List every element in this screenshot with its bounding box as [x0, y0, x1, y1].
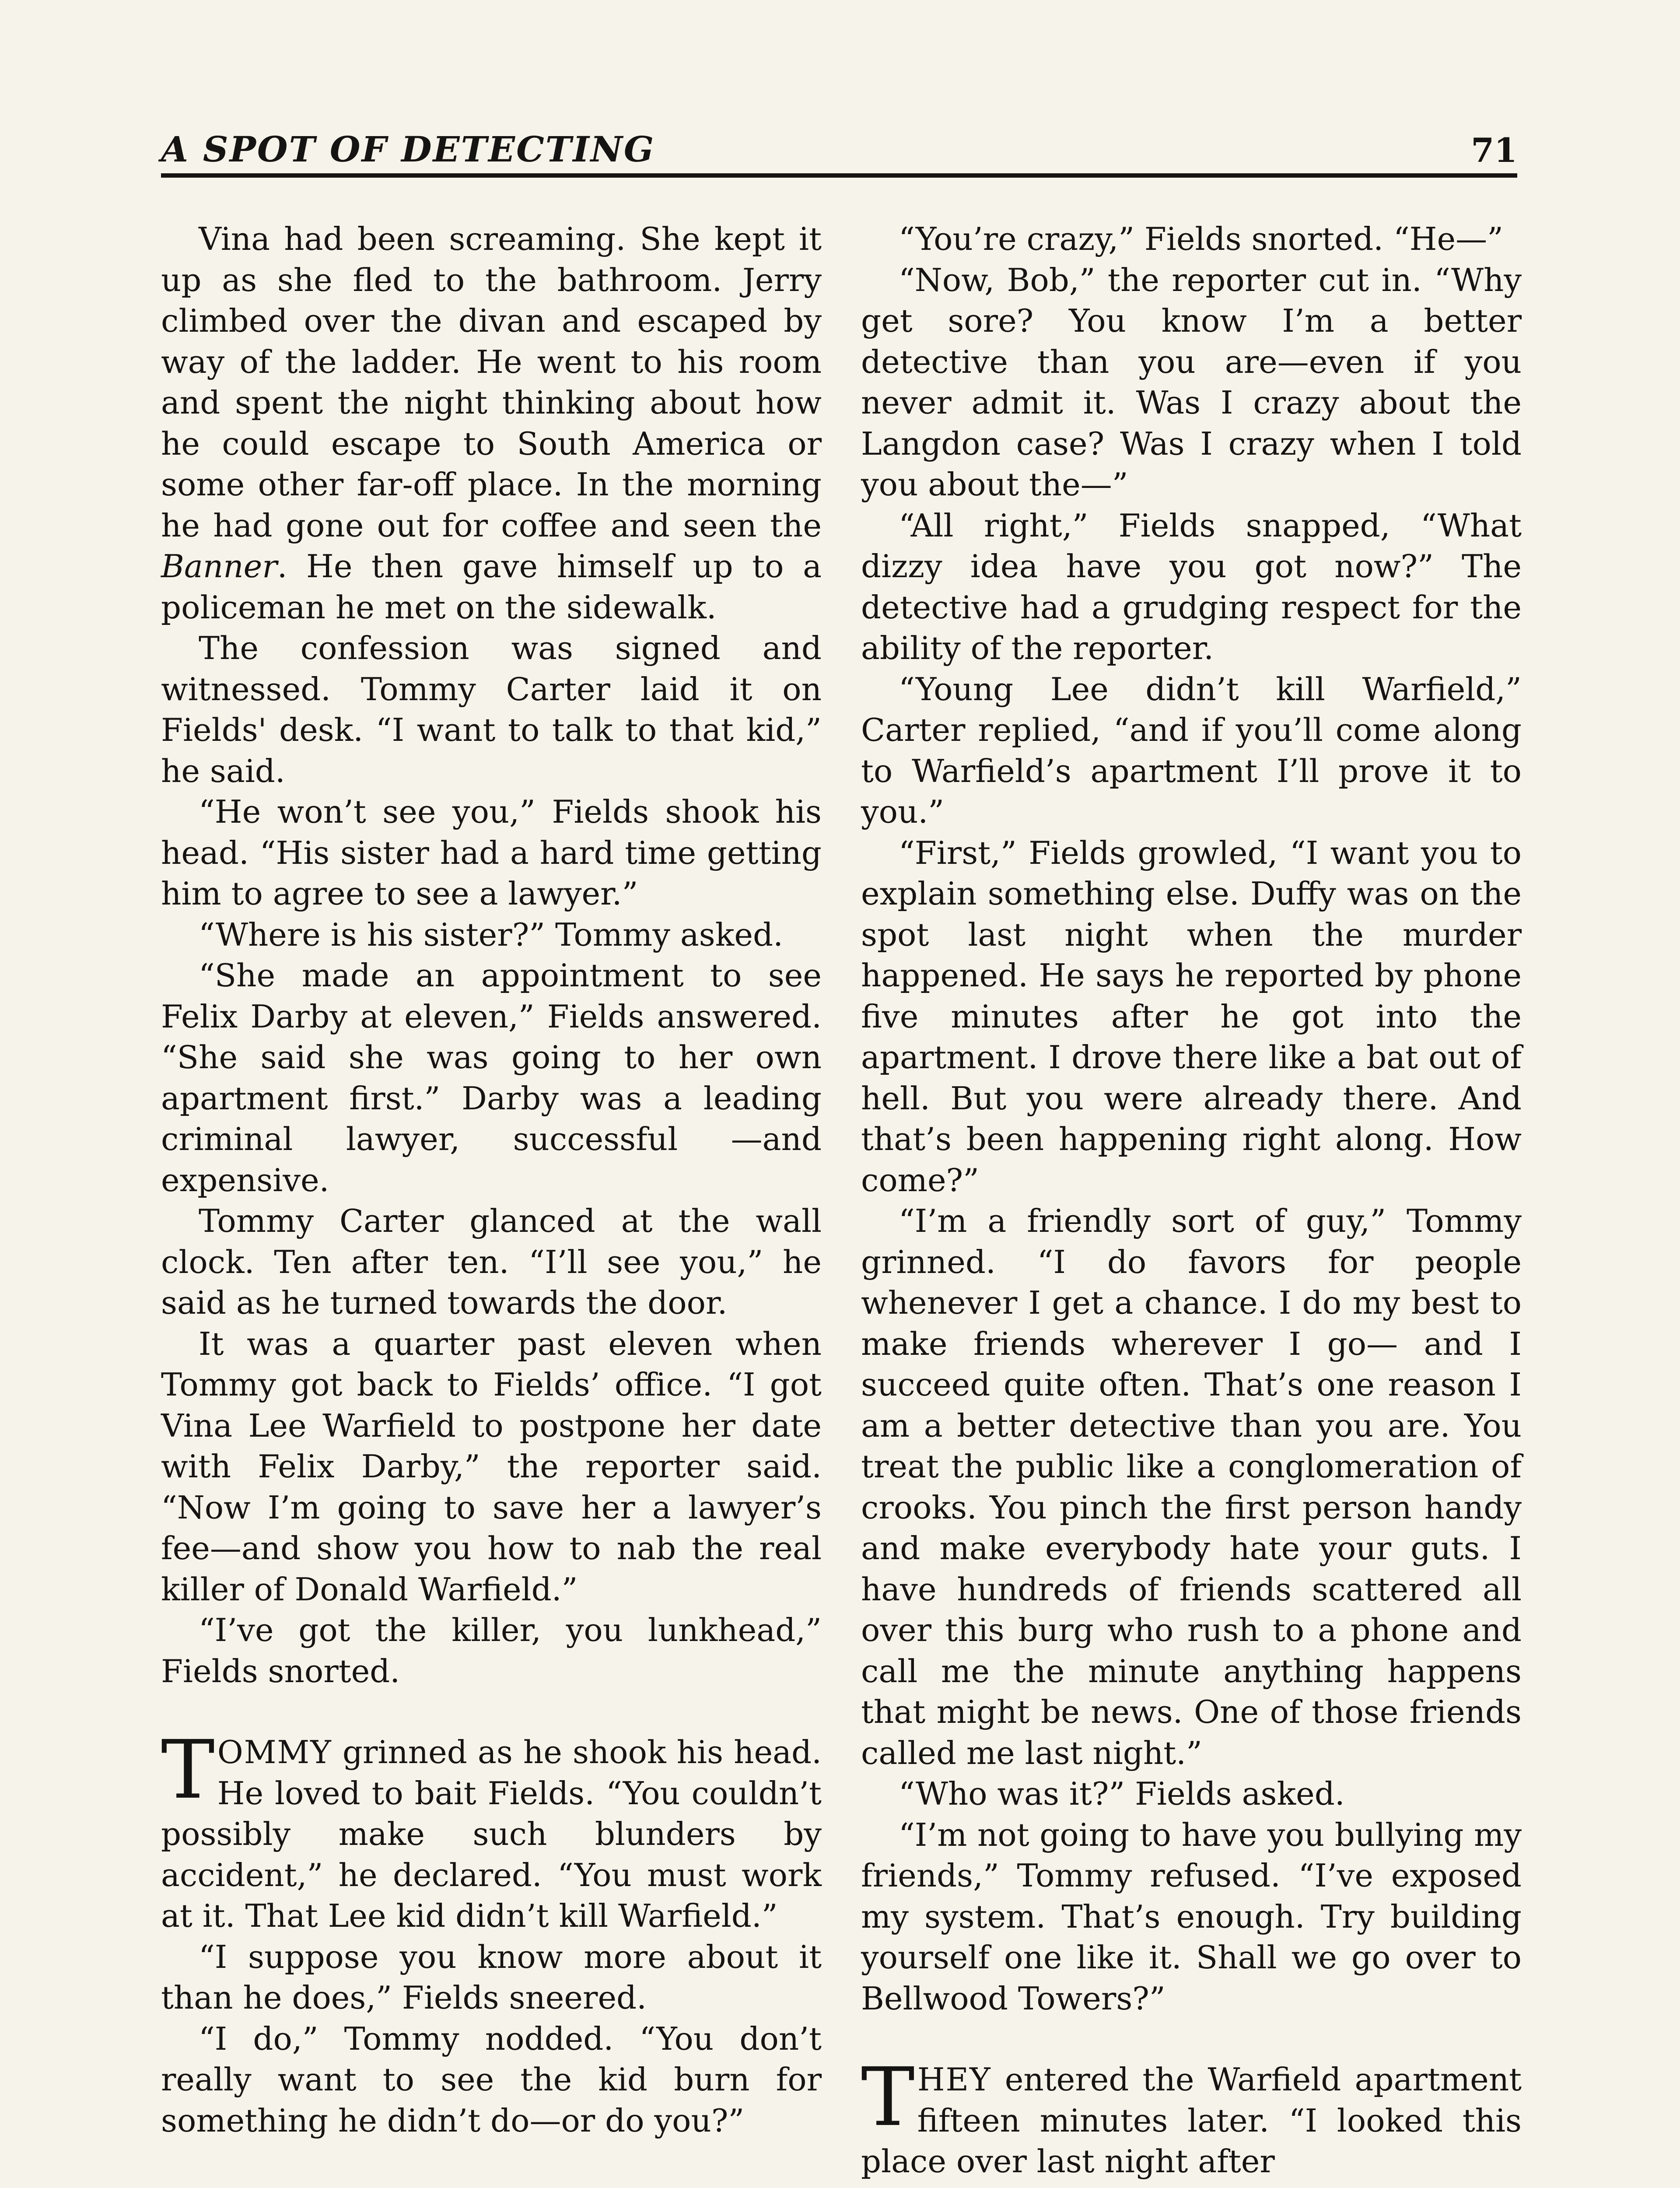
right-column	[861, 219, 1522, 2182]
paragraph: “He won’t see you,” Fields shook his head. “His sister had a hard time getting him to agree to see a lawyer.”	[161, 793, 822, 912]
paragraph-dropcap	[161, 1723, 822, 1937]
newspaper-name: Banner	[161, 548, 277, 585]
paragraph: “First,” Fields growled, “I want you to explain something else. Duffy was on the spot last night when the murder happened. He says he reported by phone five minutes after he got into the apartment. I drove there like a bat out of hell. But you were already there. And that’s been happening right along. How come?”	[861, 834, 1522, 1199]
paragraph: “All right,” Fields snapped, “What dizzy idea have you got now?” The detective had a grudging respect for the ability of the reporter.	[861, 507, 1522, 666]
paragraph: “Where is his sister?” Tommy asked.	[199, 916, 783, 953]
paragraph: “I’m not going to have you bullying my friends,” Tommy refused. “I’ve exposed my system. That’s enough. Try building yourself one like it. Shall we go over to Bellwood Towers?”	[861, 1816, 1522, 2017]
paragraph: “Now, Bob,” the reporter cut in. “Why get sore? You know I’m a better detective than you are—even if you never admit it. Was I crazy about the Langdon case? Was I crazy when I told you about the—”	[861, 261, 1522, 503]
paragraph: It was a quarter past eleven when Tommy got back to Fields’ office. “I got Vina Lee Warfield to postpone her date with Felix Darby,” the reporter said. “Now I’m going to save her a lawyer’s fee—and show you how to nab the real killer of Donald Warfield.”	[161, 1325, 822, 1608]
paragraph: “I do,” Tommy nodded. “You don’t really want to see the kid burn for something he didn’t do—or do you?”	[161, 2020, 822, 2139]
paragraph-dropcap	[861, 2051, 1522, 2182]
drop-cap: T	[861, 2051, 915, 2144]
paragraph-text: grinned as he shook his head. He loved to bait Fields. “You couldn’t possibly make such blunders by accident,” he declared. “You must work at it. That Lee kid didn’t kill Warfield.”	[161, 1734, 822, 1934]
paragraph: “She made an appointment to see Felix Darby at eleven,” Fields answered. “She said she was going to her own apartment first.” Darby was a leading criminal lawyer, successful —and expensive.	[161, 957, 822, 1199]
paragraph: “Who was it?” Fields asked.	[899, 1775, 1345, 1812]
lead-caps: OMMY	[217, 1734, 332, 1771]
paragraph: “I suppose you know more about it than he does,” Fields sneered.	[161, 1938, 822, 2016]
story-title: A SPOT OF DETECTING	[161, 129, 655, 170]
paragraph-text: . He then gave himself up to a policeman he met on the sidewalk.	[161, 548, 822, 626]
running-header	[161, 123, 1517, 172]
paragraph-text: Vina had been screaming. She kept it up as she fled to the bathroom. Jerry climbed over the divan and escaped by way of the ladder. He went to his room and spent the night thinking about how he could escape to South America or some other far-off place. In the morning he had gone out for coffee and seen the	[161, 221, 822, 544]
header-rule	[161, 173, 1517, 178]
paragraph: “I’ve got the killer, you lunkhead,” Fields snorted.	[161, 1612, 822, 1690]
lead-caps: HEY	[917, 2061, 991, 2098]
paragraph: The confession was signed and witnessed. Tommy Carter laid it on Fields' desk. “I want to talk to that kid,” he said.	[161, 630, 822, 789]
left-column	[161, 219, 822, 2141]
section-break	[861, 2019, 1522, 2059]
paragraph	[161, 219, 822, 628]
page-number: 71	[1471, 131, 1517, 170]
drop-cap: T	[161, 1723, 215, 1817]
section-break	[161, 1692, 822, 1732]
paragraph: “I’m a friendly sort of guy,” Tommy grinned. “I do favors for people whenever I get a chance. I do my best to make friends wherever I go— and I succeed quite often. That’s one reason I am a better detective than you are. You treat the public like a conglomeration of crooks. You pinch the first person handy and make everybody hate your guts. I have hundreds of friends scattered all over this burg who rush to a phone and call me the minute anything happens that might be news. One of those friends called me last night.”	[861, 1203, 1522, 1771]
paragraph: “Young Lee didn’t kill Warfield,” Carter replied, “and if you’ll come along to Warfield’s apartment I’ll prove it to you.”	[861, 670, 1522, 830]
paragraph-text: entered the Warfield apartment fifteen minutes later. “I looked this place over last night after	[861, 2061, 1522, 2180]
paragraph: Tommy Carter glanced at the wall clock. Ten after ten. “I’ll see you,” he said as he turned towards the door.	[161, 1203, 822, 1321]
paragraph: “You’re crazy,” Fields snorted. “He—”	[899, 221, 1503, 257]
